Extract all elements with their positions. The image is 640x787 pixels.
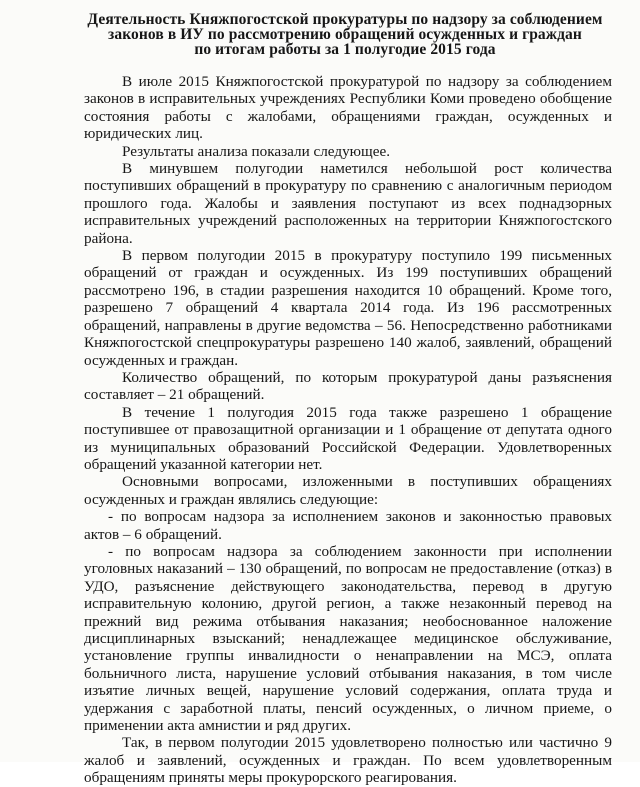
list-item-legal-acts: - по вопросам надзора за исполнением законов и законностью правовых актов – 6 обращений. <box>84 508 612 543</box>
paragraph-results: Результаты анализа показали следующее. <box>122 142 390 160</box>
title-line-2: законов в ИУ по рассмотрению обращений осужденных и граждан <box>108 26 582 43</box>
document-body <box>84 73 612 787</box>
paragraph-main-issues: Основными вопросами, изложенными в поступивших обращениях осужденных и граждан являлись следующие: <box>84 473 612 508</box>
paragraph-statistics: В первом полугодии 2015 в прокуратуру поступило 199 письменных обращений от граждан и осужденных. Из 199 поступивших обращений рассмотрено 196, в стадии разрешения находится 10 обращений. Кроме того, разрешено 7 обращений 4 квартала 2014 года. Из 196 рассмотренных обращений, направлены в другие ведомства – 56. Непосредственно работниками Княжпогостской спецпрокуратуры разрешено 140 жалоб, заявлений, обращений осужденных и граждан. <box>84 247 612 369</box>
paragraph-growth: В минувшем полугодии наметился небольшой рост количества поступивших обращений в прокуратуру по сравнению с аналогичным периодом прошлого года. Жалобы и заявления поступают из всех поднадзорных исправительных учреждений расположенных на территории Княжпогостского района. <box>84 160 612 247</box>
paragraph-intro: В июле 2015 Княжпогостской прокуратурой по надзору за соблюдением законов в исправительных учреждениях Республики Коми проведено обобщение состояния работы с жалобами, обращениями граждан, осужденных и юридических лиц. <box>84 73 612 143</box>
title-line-1: Деятельность Княжпогостской прокуратуры по надзору за соблюдением <box>87 11 603 28</box>
paragraph-conclusion: Так, в первом полугодии 2015 удовлетворено полностью или частично 9 жалоб и заявлений, осужденных и граждан. По всем удовлетворенным обращениям приняты меры прокурорского реагирования. <box>84 734 612 787</box>
document-title <box>78 12 612 57</box>
list-item-penalties: - по вопросам надзора за соблюдением законности при исполнении уголовных наказаний – 130 обращений, по вопросам не предоставление (отказ) в УДО, разъяснение действующего законодательства, перевод в другую исправительную колонию, другой регион, а также незаконный перевод на прежний вид режима отбывания наказания; необоснованное наложение дисциплинарных взысканий; ненадлежащее медицинское обслуживание, установление группы инвалидности о ненаправлении на МСЭ, оплата больничного листа, нарушение условий отбывания наказания, в том числе изъятие личных вещей, нарушение условий содержания, оплата труда и удержания с заработной платы, пенсий осужденных, о личном приеме, о применении акта амнистии и ряд других. <box>84 542 612 735</box>
paragraph-explanations: Количество обращений, по которым прокуратурой даны разъяснения составляет – 21 обращений. <box>84 368 612 404</box>
paragraph-other-appeals: В течение 1 полугодия 2015 года также разрешено 1 обращение поступившее от правозащитной организации и 1 обращение от депутата одного из муниципальных образований Российской Федерации. Удовлетворенных обращений указанной категории нет. <box>84 403 612 473</box>
title-line-3: по итогам работы за 1 полугодие 2015 года <box>194 41 496 58</box>
